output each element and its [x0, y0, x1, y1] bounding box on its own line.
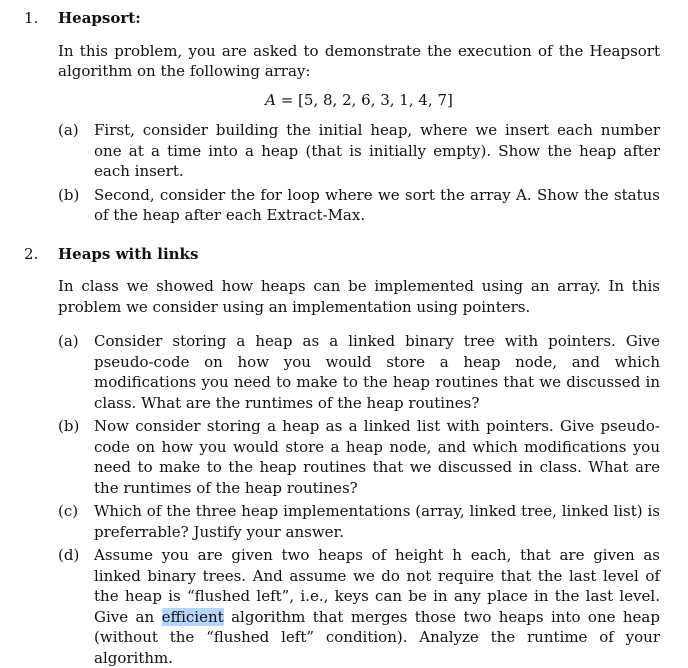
part-text: Which of the three heap implementations (array, linked tree, linked list) is preferrable? Justify your answer.	[94, 501, 660, 542]
problem-2-title: Heaps with links	[58, 244, 198, 265]
selected-word[interactable]: efficient	[162, 608, 224, 626]
part-text: Now consider storing a heap as a linked list with pointers. Give pseudo-code on how you would store a heap node, and which modifications you need to make to the heap routines that we discussed in class. What are the runtimes of the heap routines?	[94, 416, 660, 498]
problem-1-title: Heapsort:	[58, 8, 141, 29]
part-text-before: Assume you are given two heaps of height h each, that are given as linked binary trees. And assume we do not require that the last level of the heap is “flushed left”, i.e., keys can be in any place in the last level. Give an	[94, 546, 660, 626]
part-label: (a)	[58, 331, 94, 352]
problem-1-number: 1.	[24, 8, 58, 29]
problem-2-part-c	[58, 501, 660, 542]
part-text: Consider storing a heap as a linked binary tree with pointers. Give pseudo-code on how you would store a heap node, and which modifications you need to make to the heap routines that we discussed in class. What are the runtimes of the heap routines?	[94, 331, 660, 413]
problem-2-number: 2.	[24, 244, 58, 265]
problem-1	[24, 8, 660, 226]
problem-2-part-b	[58, 416, 660, 498]
problem-1-part-b	[58, 185, 660, 226]
problem-2-part-d	[58, 545, 660, 668]
part-text	[94, 545, 660, 668]
problem-2-parts	[58, 331, 660, 668]
part-text-after: algorithm that merges those two heaps into one heap (without the “flushed left” condition). Analyze the runtime of your algorithm.	[94, 608, 660, 667]
problem-2-part-a	[58, 331, 660, 413]
part-label: (b)	[58, 185, 94, 206]
problem-1-parts	[58, 120, 660, 226]
part-text: First, consider building the initial heap, where we insert each number one at a time into a heap (that is initially empty). Show the heap after each insert.	[94, 120, 660, 182]
problem-1-intro: In this problem, you are asked to demonstrate the execution of the Heapsort algorithm on the following array:	[58, 41, 660, 82]
problem-1-heading	[24, 8, 660, 29]
part-label: (b)	[58, 416, 94, 437]
part-text: Second, consider the for loop where we sort the array A. Show the status of the heap after each Extract-Max.	[94, 185, 660, 226]
part-label: (d)	[58, 545, 94, 566]
problem-2-heading	[24, 244, 660, 265]
problem-2-body	[58, 276, 660, 668]
problem-1-part-a	[58, 120, 660, 182]
problem-1-body	[58, 41, 660, 226]
array-equation	[58, 90, 660, 111]
array-values: = [5, 8, 2, 6, 3, 1, 4, 7]	[276, 91, 453, 109]
part-label: (c)	[58, 501, 94, 522]
problem-2	[24, 244, 660, 668]
problem-2-intro: In class we showed how heaps can be implemented using an array. In this problem we consider using an implementation using pointers.	[58, 276, 660, 317]
array-variable: A	[265, 91, 276, 109]
part-label: (a)	[58, 120, 94, 141]
